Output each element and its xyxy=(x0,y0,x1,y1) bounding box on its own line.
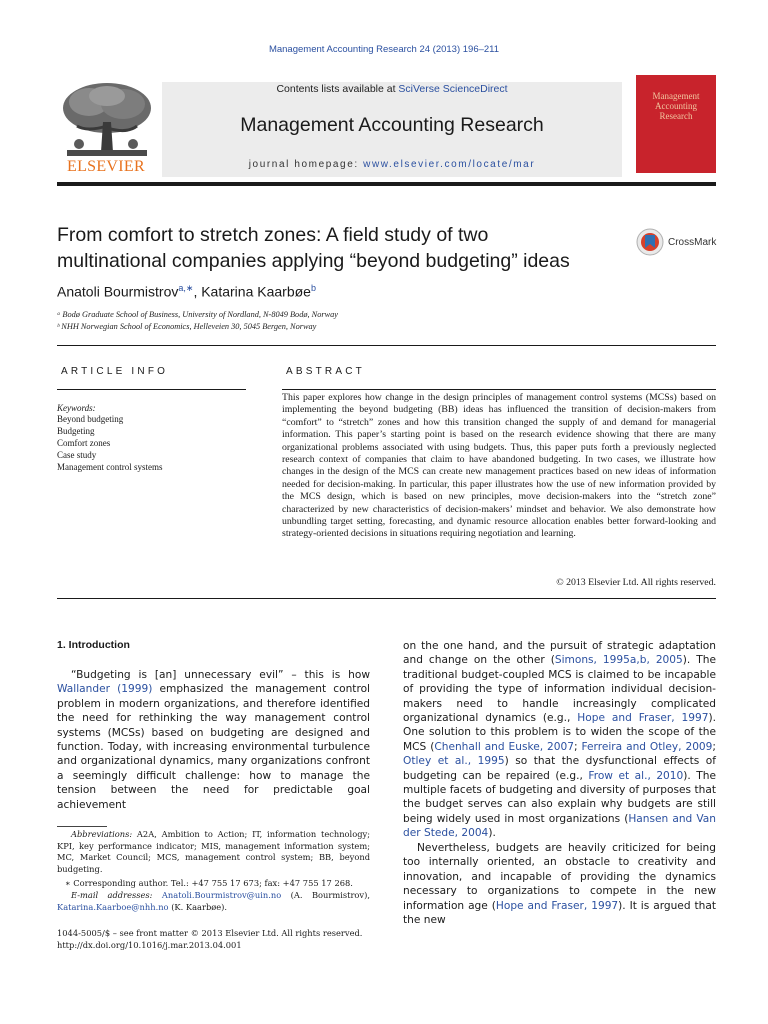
author-name[interactable]: Anatoli Bourmistrov xyxy=(57,283,179,300)
crossmark-label: CrossMark xyxy=(668,237,717,248)
keyword-item: Budgeting xyxy=(57,426,95,436)
citation-link[interactable]: Hope and Fraser, 1997 xyxy=(577,712,709,725)
affiliation: ᵃ Bodø Graduate School of Business, University of Nordland, N-8049 Bodø, Norway xyxy=(57,310,338,319)
title-line: From comfort to stretch zones: A field study of two xyxy=(57,224,489,246)
intro-paragraph-continued xyxy=(403,639,716,841)
contents-line xyxy=(162,83,622,95)
keyword-item: Management control systems xyxy=(57,462,163,472)
journal-citation[interactable]: Management Accounting Research 24 (2013) 196–211 xyxy=(268,44,500,55)
cover-line: Management xyxy=(652,91,700,101)
homepage-link[interactable]: www.elsevier.com/locate/mar xyxy=(363,159,536,170)
citation-link[interactable]: Hansen and Van der Stede, 2004 xyxy=(403,812,716,840)
citation-link[interactable]: Simons, 1995a,b, 2005 xyxy=(554,654,683,667)
email-link[interactable]: Anatoli.Bourmistrov@uin.no xyxy=(161,890,282,900)
email-link[interactable]: Katarina.Kaarboe@nhh.no xyxy=(57,901,169,912)
crossmark-button[interactable] xyxy=(636,228,718,256)
journal-banner xyxy=(162,82,622,177)
section-divider xyxy=(57,598,716,599)
keywords-label: Keywords: xyxy=(57,403,96,413)
affiliation: ᵇ NHH Norwegian School of Economics, Helleveien 30, 5045 Bergen, Norway xyxy=(57,322,317,331)
author-name[interactable]: Katarina Kaarbøe xyxy=(201,283,311,300)
article-info-rule xyxy=(57,389,246,390)
text-run: ). xyxy=(488,827,496,840)
sciencedirect-link[interactable]: SciVerse ScienceDirect xyxy=(398,83,508,95)
homepage-prefix: journal homepage: xyxy=(248,159,364,170)
author-list xyxy=(57,283,316,300)
journal-title: Management Accounting Research xyxy=(240,114,544,136)
crossmark-icon xyxy=(636,228,664,256)
cover-title xyxy=(636,91,716,121)
abbreviations-footnote xyxy=(57,829,370,875)
elsevier-logo[interactable] xyxy=(57,82,155,176)
homepage-line xyxy=(162,159,622,170)
citation-link[interactable]: Frow et al., 2010 xyxy=(588,769,684,782)
text-run: ). One solution to this problem is to widen the scope of the MCS ( xyxy=(403,712,716,753)
email-label: E-mail addresses: xyxy=(71,890,153,900)
text-run: ) so that the dysfunctional effects of budgeting can be repaired (e.g., xyxy=(403,755,716,782)
text-run: ). It is argued that the new xyxy=(403,899,716,927)
citation-link[interactable]: Chenhall and Euske, 2007 xyxy=(434,740,575,753)
article-title xyxy=(57,222,627,274)
issn-notice: 1044-5005/$ – see front matter © 2013 Elsevier Ltd. All rights reserved. xyxy=(57,928,363,938)
author-affiliation-marker[interactable]: b xyxy=(310,283,316,293)
keyword-item: Case study xyxy=(57,450,97,460)
text-run: emphasized the management control problem in modern organizations, and therefore identified the need for rethinking the way management control systems (MCSs) based on budgeting are designed and function. Today, with increasing environmental turbulence and organizational dynamics, many organizations confront a seemingly difficult challenge: how to manage the tension between the need for predictable goal achievement xyxy=(57,683,370,811)
citation-link[interactable]: Hope and Fraser, 1997 xyxy=(495,899,619,912)
corresponding-author-footnote: ∗ Corresponding author. Tel.: +47 755 17 673; fax: +47 755 17 268. xyxy=(65,878,353,888)
section-divider xyxy=(57,345,716,346)
text-run: on the one hand, and the pursuit of strategic adaptation and change on the other ( xyxy=(403,640,716,667)
article-info-heading: ARTICLE INFO xyxy=(61,366,169,377)
doi-link[interactable]: http://dx.doi.org/10.1016/j.mar.2013.04.001 xyxy=(57,940,242,950)
abbreviations-label: Abbreviations: xyxy=(71,829,133,839)
text-run: A2A, Ambition to Action; IT, information technology; KPI, key performance indicator; MIS, management information system; MC, Market Council; MCS, management control system; BB, beyond budgeting. xyxy=(57,829,370,874)
cover-line: Accounting xyxy=(655,101,697,111)
text-run: (A. Bourmistrov), xyxy=(281,890,370,900)
elsevier-wordmark: ELSEVIER xyxy=(67,158,145,175)
text-run: ). The multiple facets of budgeting and diversity of purposes that the budget serves can also explain why budgets are still being widely used in most organizations ( xyxy=(403,769,716,825)
intro-paragraph xyxy=(403,841,716,927)
journal-cover-thumbnail[interactable] xyxy=(636,75,716,173)
keyword-item: Comfort zones xyxy=(57,438,111,448)
text-run: ). The traditional budget-coupled MCS is claimed to be incapable of providing the type of information individual decision-makers need to handle increasingly complicated organizational dynamics (e.g., xyxy=(403,654,716,725)
text-run: “Budgeting is [an] unnecessary evil” – this is how xyxy=(71,669,370,681)
copyright-notice: © 2013 Elsevier Ltd. All rights reserved. xyxy=(556,577,716,588)
citation-link[interactable]: Ferreira and Otley, 2009 xyxy=(581,740,713,753)
text-run: ; xyxy=(712,740,716,753)
citation-link[interactable]: Wallander (1999) xyxy=(57,683,153,696)
abstract-rule xyxy=(282,389,716,390)
email-footnote xyxy=(57,890,370,913)
header-divider xyxy=(57,182,716,186)
author-separator: , xyxy=(193,283,202,300)
author-affiliation-marker[interactable]: a,∗ xyxy=(178,283,194,293)
text-run: ; xyxy=(574,740,582,753)
title-line: multinational companies applying “beyond budgeting” ideas xyxy=(57,250,570,272)
abstract-heading: ABSTRACT xyxy=(286,366,365,377)
text-run: Nevertheless, budgets are heavily criticized for being too internally oriented, an obstacle to creativity and innovation, and incapable of providing the dynamics necessary to organizations to compete in the new information age ( xyxy=(403,842,716,912)
cover-line: Research xyxy=(659,111,693,121)
abstract-text: This paper explores how change in the design principles of management control systems (MCSs) based on implementing the beyond budgeting (BB) ideas has influenced the transition of decision-makers from “comfort” to “stretch” zones and how this transition changed the supply of and demand for managerial information. This paper’s starting point is based on the research evidence showing that there are many organizational problems associated with using budgets. Thus, this paper puts forth a previously neglected research context of companies that claim to have abandoned budgeting. In two cases, we illustrate how changes in the design of the MCS can create new management practices based on new ideas of information needed for decision-making. In particular, this paper illustrates how the use of new information provided by the MCS design, which is based on new principles, move decision-makers into the “stretch zone” characterized by new characteristics of decision-makers’ mindset and behavior. We also demonstrate how unbundling target setting, forecasting, and dynamic resource allocation enables better forward-looking and strategy-oriented decisions in situations requiring negotiation and learning. xyxy=(282,392,716,540)
section-heading: 1. Introduction xyxy=(57,639,130,651)
citation-link[interactable]: Otley et al., 1995 xyxy=(403,755,505,768)
text-run: (K. Kaarbøe). xyxy=(168,901,228,912)
intro-paragraph xyxy=(57,668,370,812)
keyword-item: Beyond budgeting xyxy=(57,414,124,424)
contents-prefix: Contents lists available at xyxy=(276,83,399,95)
elsevier-tree-icon xyxy=(57,82,155,160)
footnote-rule xyxy=(57,826,107,827)
